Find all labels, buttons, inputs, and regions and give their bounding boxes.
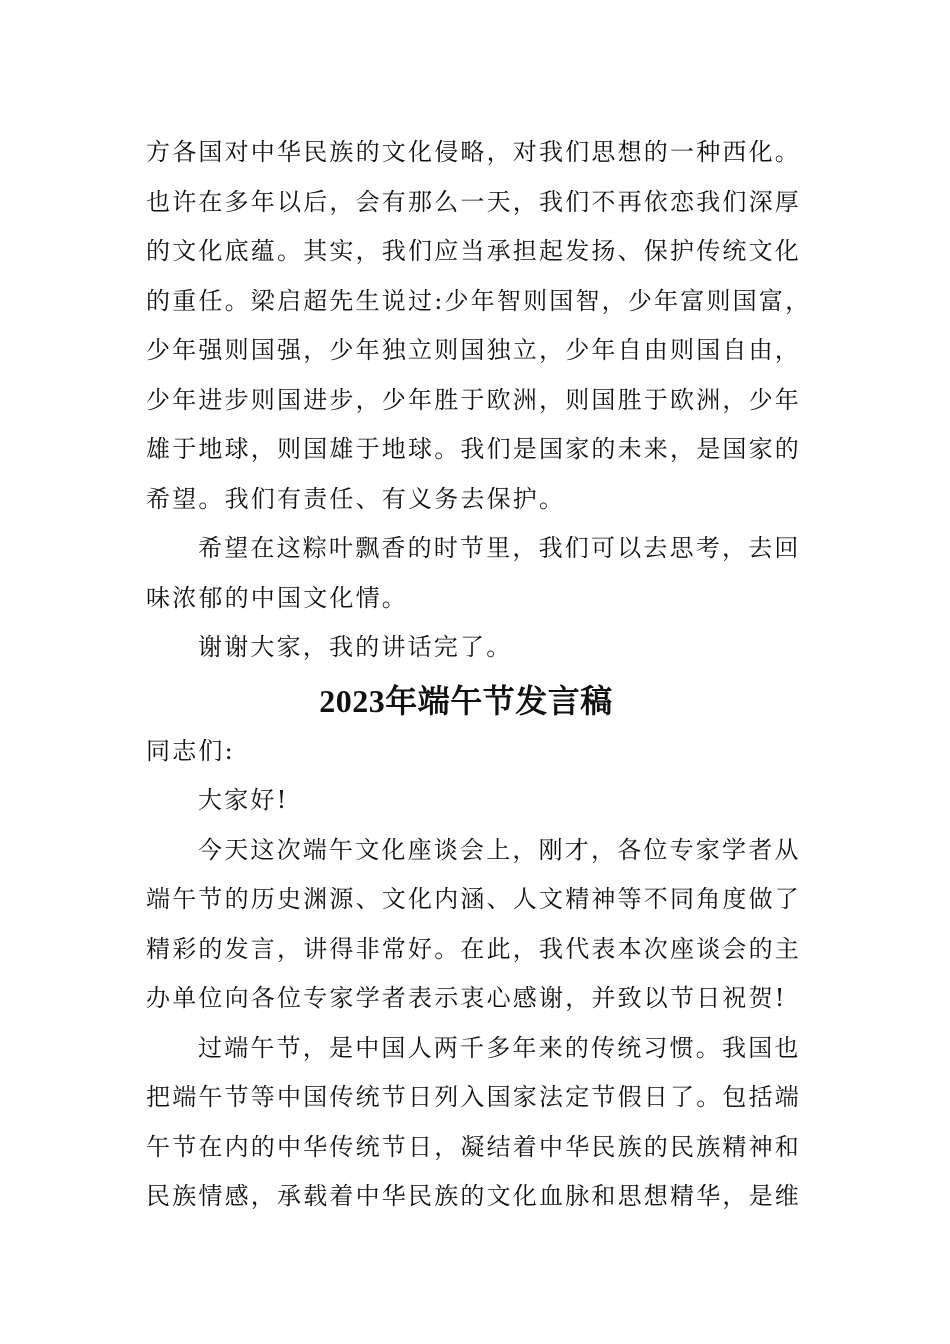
text-line: 方各国对中华民族的文化侵略，对我们思想的一种西化。 <box>146 138 801 166</box>
paragraph-tradition <box>146 1024 801 1222</box>
text-line: 希望。我们有责任、有义务去保护。 <box>146 484 566 513</box>
text-line: 午节在内的中华传统节日，凝结着中华民族的民族精神和 <box>146 1132 801 1161</box>
text-line: 少年强则国强，少年独立则国独立，少年自由则国自由， <box>146 336 801 364</box>
text-line: 也许在多年以后，会有那么一天，我们不再依恋我们深厚 <box>146 187 801 216</box>
text-line: 雄于地球，则国雄于地球。我们是国家的未来，是国家的 <box>146 435 801 463</box>
text-line: 的重任。梁启超先生说过:少年智则国智，少年富则国富， <box>146 286 812 315</box>
speech-title: 2023年端午节发言稿 <box>319 682 613 719</box>
text-line: 希望在这粽叶飘香的时节里，我们可以去思考，去回 <box>198 534 801 562</box>
greeting: 大家好! <box>198 786 289 814</box>
previous-speech-continuation <box>146 128 812 524</box>
text-line: 少年进步则国进步，少年胜于欧洲，则国胜于欧洲，少年 <box>146 385 801 414</box>
document-body <box>146 128 812 1222</box>
text-line: 味浓郁的中国文化情。 <box>146 583 408 612</box>
text-line: 端午节的历史渊源、文化内涵、人文精神等不同角度做了 <box>146 885 801 913</box>
text-line: 把端午节等中国传统节日列入国家法定节假日了。包括端 <box>146 1083 801 1111</box>
text-line: 过端午节，是中国人两千多年来的传统习惯。我国也 <box>198 1033 801 1062</box>
text-line: 今天这次端午文化座谈会上，刚才，各位专家学者从 <box>198 835 801 864</box>
paragraph-forum-thanks <box>146 826 801 1024</box>
salutation: 同志们: <box>146 736 235 765</box>
closing-paragraph <box>146 524 801 623</box>
text-line: 精彩的发言，讲得非常好。在此，我代表本次座谈会的主 <box>146 934 801 963</box>
closing-thanks: 谢谢大家，我的讲话完了。 <box>198 633 513 661</box>
text-line: 的文化底蕴。其实，我们应当承担起发扬、保护传统文化 <box>146 237 801 265</box>
text-line: 民族情感，承载着中华民族的文化血脉和思想精华，是维 <box>146 1182 801 1210</box>
text-line: 办单位向各位专家学者表示衷心感谢，并致以节日祝贺! <box>146 984 787 1012</box>
